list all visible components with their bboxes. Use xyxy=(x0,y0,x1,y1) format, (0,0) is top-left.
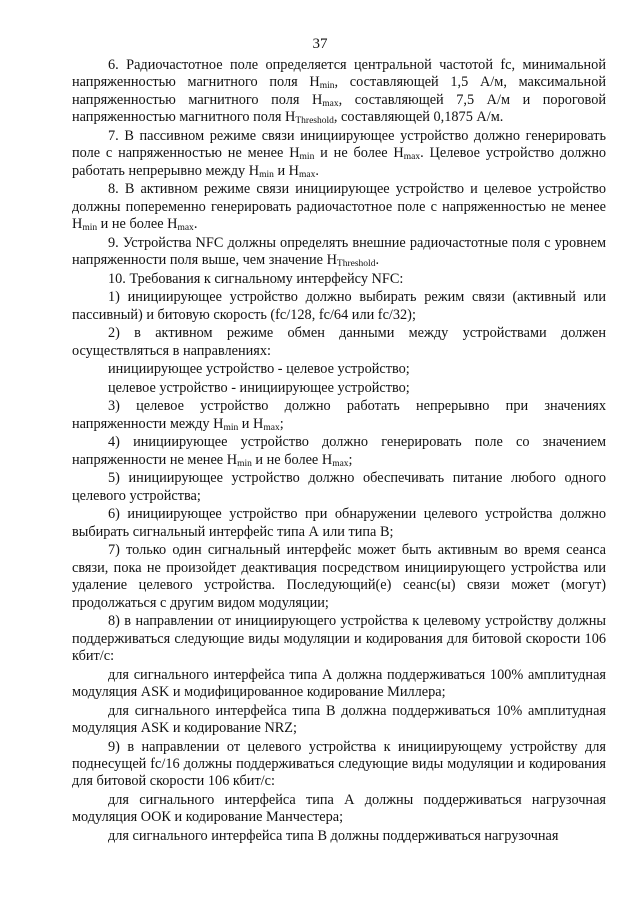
text-run: 4) инициирующее устройство должно генерировать поле со значением напряженности не менее H xyxy=(72,434,606,468)
paragraph-p6 xyxy=(72,57,606,127)
subscript: min xyxy=(223,422,239,433)
text-run: для сигнального интерфейса типа В должны поддерживаться нагрузочная xyxy=(108,828,559,845)
text-run: и не более H xyxy=(314,145,404,162)
text-run: целевое устройство - инициирующее устройство; xyxy=(108,379,410,396)
text-run: инициирующее устройство - целевое устройство; xyxy=(108,361,410,378)
paragraph-p10-3 xyxy=(72,398,606,433)
paragraph-p10 xyxy=(72,271,606,288)
paragraph-p10-2a xyxy=(72,361,606,378)
text-run: 6. Радиочастотное поле определяется центральной частотой fc, минимальной напряженностью магнитного поля H xyxy=(72,57,606,91)
subscript: max xyxy=(332,458,349,469)
text-run: для сигнального интерфейса типа В должна поддерживаться 10% амплитудная модуляция ASK и кодирование NRZ; xyxy=(72,702,606,737)
text-run: 5) инициирующее устройство должно обеспечивать питание любого одного целевого устройства; xyxy=(72,470,606,504)
text-run: для сигнального интерфейса типа А должна поддерживаться 100% амплитудная модуляция ASK и модифицированное кодирование Миллера; xyxy=(72,666,606,701)
text-run: . Целевое устройство должно работать непрерывно между H xyxy=(72,145,606,179)
paragraph-p10-1 xyxy=(72,289,606,324)
text-run: . xyxy=(193,216,198,233)
subscript: min xyxy=(237,458,252,469)
text-run: 1) инициирующее устройство должно выбирать режим связи (активный или пассивный) и битовую скорость (fc/128, fc/64 или fc/32); xyxy=(72,289,606,323)
text-run: 10. Требования к сигнальному интерфейсу NFC: xyxy=(108,270,404,287)
subscript: max xyxy=(322,98,339,109)
paragraph-p10-7 xyxy=(72,542,606,612)
subscript: min xyxy=(82,223,98,234)
text-run: и H xyxy=(238,415,264,432)
text-run: , составляющей 7,5 А/м и пороговой напряженностью магнитного поля H xyxy=(72,91,606,126)
paragraph-p10-9a xyxy=(72,792,606,827)
paragraph-p7 xyxy=(72,128,606,180)
text-run: ; xyxy=(279,415,284,432)
paragraph-p8 xyxy=(72,181,606,233)
text-run: 6) инициирующее устройство при обнаружении целевого устройства должно выбирать сигнальный интерфейс типа А или типа В; xyxy=(72,506,606,540)
subscript: max xyxy=(299,169,316,180)
paragraph-p10-9 xyxy=(72,739,606,791)
text-run: , составляющей 1,5 А/м, максимальной напряженностью магнитного поля H xyxy=(72,74,606,108)
text-run: ; xyxy=(348,451,353,468)
subscript: Threshold xyxy=(295,116,334,127)
subscript: min xyxy=(259,169,274,180)
subscript: max xyxy=(403,152,421,163)
paragraph-p9 xyxy=(72,235,606,270)
subscript: Threshold xyxy=(336,259,376,270)
paragraph-p10-8 xyxy=(72,613,606,665)
text-run: , составляющей 0,1875 А/м. xyxy=(333,109,504,126)
paragraph-p10-4 xyxy=(72,434,606,469)
text-run: 9. Устройства NFC должны определять внешние радиочастотные поля с уровнем напряженности поля выше, чем значение H xyxy=(72,234,606,269)
text-run: . xyxy=(315,162,319,179)
text-run: 8) в направлении от инициирующего устройства к целевому устройству должны поддерживаться следующие виды модуляции и кодирования для битовой скорости 106 кбит/с: xyxy=(72,613,606,665)
subscript: min xyxy=(319,81,335,92)
text-run: 2) в активном режиме обмен данными между устройствами должен осуществляться в направлениях: xyxy=(72,325,606,359)
page-number: 37 xyxy=(312,36,328,52)
paragraph-p10-6 xyxy=(72,506,606,541)
subscript: max xyxy=(263,422,280,433)
subscript: max xyxy=(177,223,194,234)
paragraph-p10-8b xyxy=(72,703,606,738)
document-body xyxy=(72,57,606,847)
text-run: 8. В активном режиме связи инициирующее устройство и целевое устройство должны попеременно генерировать радиочастотное поле с напряженностью не менее H xyxy=(72,181,606,233)
paragraph-p10-2b xyxy=(72,380,606,397)
text-run: 9) в направлении от целевого устройства к инициирующему устройству для поднесущей fc/16 должны поддерживаться следующие виды модуляции и кодирования для битовой скорости 106 кбит/с: xyxy=(72,738,606,790)
text-run: для сигнального интерфейса типа А должны поддерживаться нагрузочная модуляция ООК и кодирование Манчестера; xyxy=(72,792,606,826)
text-run: 3) целевое устройство должно работать непрерывно при значениях напряженности между H xyxy=(72,398,606,432)
text-run: и не более H xyxy=(251,451,333,468)
paragraph-p10-8a xyxy=(72,667,606,702)
paragraph-p10-9b xyxy=(72,828,606,845)
paragraph-p10-5 xyxy=(72,470,606,505)
text-run: . xyxy=(375,252,380,269)
subscript: min xyxy=(299,152,315,163)
text-run: и H xyxy=(273,162,299,179)
text-run: 7. В пассивном режиме связи инициирующее устройство должно генерировать поле с напряженностью не менее H xyxy=(72,127,606,162)
text-run: и не более H xyxy=(97,216,178,233)
paragraph-p10-2 xyxy=(72,325,606,360)
text-run: 7) только один сигнальный интерфейс может быть активным во время сеанса связи, пока не произойдет деактивация посредством инициирующего устройства или удаление целевого устройства. Последующий(е) сеанс(ы) связи может (могут) продолжаться с другим видом модуляции; xyxy=(72,542,606,611)
